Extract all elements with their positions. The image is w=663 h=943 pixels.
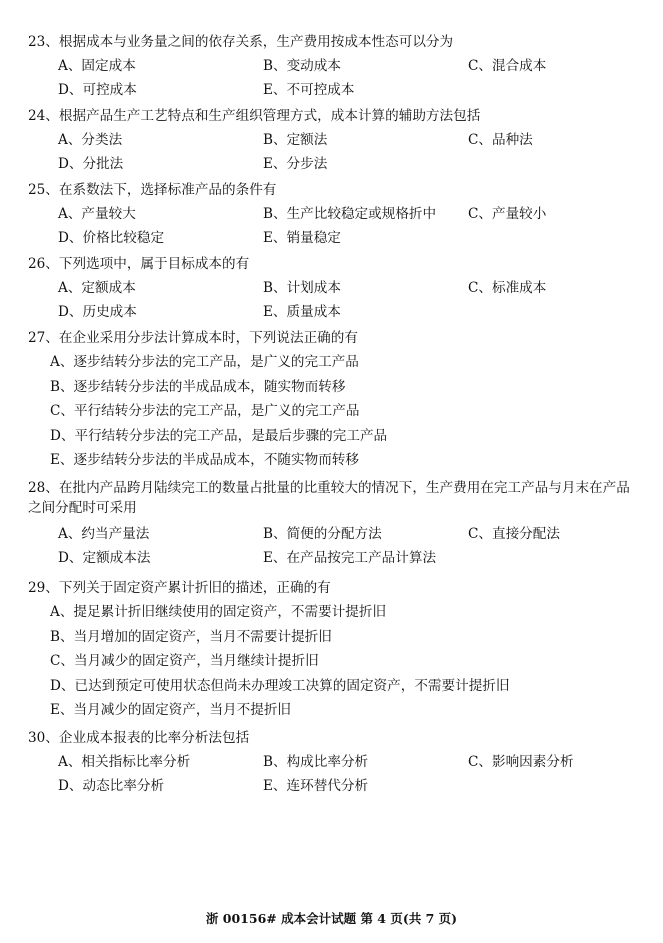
option-row <box>28 774 638 798</box>
option-row <box>28 750 638 774</box>
option-b: B、定额法 <box>263 132 328 148</box>
option-d: D、分批法 <box>58 156 124 172</box>
option-a: A、相关指标比率分析 <box>58 754 191 770</box>
option-row <box>28 78 638 102</box>
option-row <box>28 522 638 546</box>
option-a: A、固定成本 <box>58 58 136 74</box>
question-stem: 29、下列关于固定资产累计折旧的描述，正确的有 <box>28 580 331 596</box>
question-stem: 24、根据产品生产工艺特点和生产组织管理方式，成本计算的辅助方法包括 <box>28 108 481 124</box>
option-c: C、当月减少的固定资产，当月继续计提折旧 <box>50 653 319 670</box>
option-b: B、简便的分配方法 <box>263 526 382 542</box>
option-d: D、已达到预定可使用状态但尚未办理竣工决算的固定资产，不需要计提折旧 <box>50 677 510 694</box>
option-d: D、历史成本 <box>58 304 137 320</box>
option-c: C、品种法 <box>468 132 533 148</box>
option-e: E、分步法 <box>263 156 328 172</box>
question-30 <box>28 728 638 798</box>
option-row <box>28 54 638 78</box>
option-b: B、构成比率分析 <box>263 754 369 770</box>
option-e: E、连环替代分析 <box>263 778 369 794</box>
option-row <box>28 128 638 152</box>
option-d: D、价格比较稳定 <box>58 230 165 246</box>
option-a: A、定额成本 <box>58 280 136 296</box>
option-b: B、逐步结转分步法的半成品成本，随实物而转移 <box>50 378 346 395</box>
option-a: A、提足累计折旧继续使用的固定资产，不需要计提折旧 <box>50 604 387 620</box>
question-25 <box>28 180 638 250</box>
option-row <box>28 226 638 250</box>
option-e: E、逐步结转分步法的半成品成本，不随实物而转移 <box>50 452 359 469</box>
question-stem: 28、在批内产品跨月陆续完工的数量占批量的比重较大的情况下，生产费用在完工产品与月末在产品之间分配时可采用 <box>28 480 630 516</box>
option-d: D、定额成本法 <box>58 550 151 566</box>
option-row <box>28 546 638 570</box>
option-row <box>28 276 638 300</box>
option-a: A、逐步结转分步法的完工产品，是广义的完工产品 <box>50 354 359 370</box>
question-stem: 23、根据成本与业务量之间的依存关系，生产费用按成本性态可以分为 <box>28 34 454 50</box>
option-d: D、动态比率分析 <box>58 778 165 794</box>
option-a: A、约当产量法 <box>58 526 150 542</box>
option-row <box>28 152 638 176</box>
question-29 <box>28 578 638 723</box>
question-stem: 27、在企业采用分步法计算成本时，下列说法正确的有 <box>28 330 358 346</box>
option-c: C、标准成本 <box>468 280 547 296</box>
question-24 <box>28 106 638 176</box>
question-stem: 26、下列选项中，属于目标成本的有 <box>28 256 250 272</box>
option-b: B、变动成本 <box>263 58 341 74</box>
option-b: B、生产比较稳定或规格折中 <box>263 206 437 222</box>
option-d: D、平行结转分步法的完工产品，是最后步骤的完工产品 <box>50 427 388 444</box>
option-b: B、当月增加的固定资产，当月不需要计提折旧 <box>50 628 332 645</box>
page-footer: 浙 00156# 成本会计试题 第 4 页(共 7 页) <box>205 911 458 926</box>
option-a: A、分类法 <box>58 132 123 148</box>
question-stem: 25、在系数法下，选择标准产品的条件有 <box>28 182 277 198</box>
option-d: D、可控成本 <box>58 82 137 98</box>
option-row <box>28 300 638 324</box>
option-e: E、当月减少的固定资产，当月不提折旧 <box>50 702 292 719</box>
option-e: E、在产品按完工产品计算法 <box>263 550 437 566</box>
question-stem: 30、企业成本报表的比率分析法包括 <box>28 730 250 746</box>
option-e: E、不可控成本 <box>263 82 355 98</box>
question-28 <box>28 478 638 570</box>
option-c: C、混合成本 <box>468 58 547 74</box>
question-26 <box>28 254 638 324</box>
option-e: E、销量稳定 <box>263 230 341 246</box>
option-c: C、影响因素分析 <box>468 754 574 770</box>
option-c: C、平行结转分步法的完工产品，是广义的完工产品 <box>50 403 360 420</box>
option-b: B、计划成本 <box>263 280 341 296</box>
option-c: C、直接分配法 <box>468 526 560 542</box>
option-e: E、质量成本 <box>263 304 341 320</box>
option-c: C、产量较小 <box>468 206 547 222</box>
option-row <box>28 202 638 226</box>
question-23 <box>28 32 638 102</box>
question-27 <box>28 328 638 473</box>
option-a: A、产量较大 <box>58 206 136 222</box>
